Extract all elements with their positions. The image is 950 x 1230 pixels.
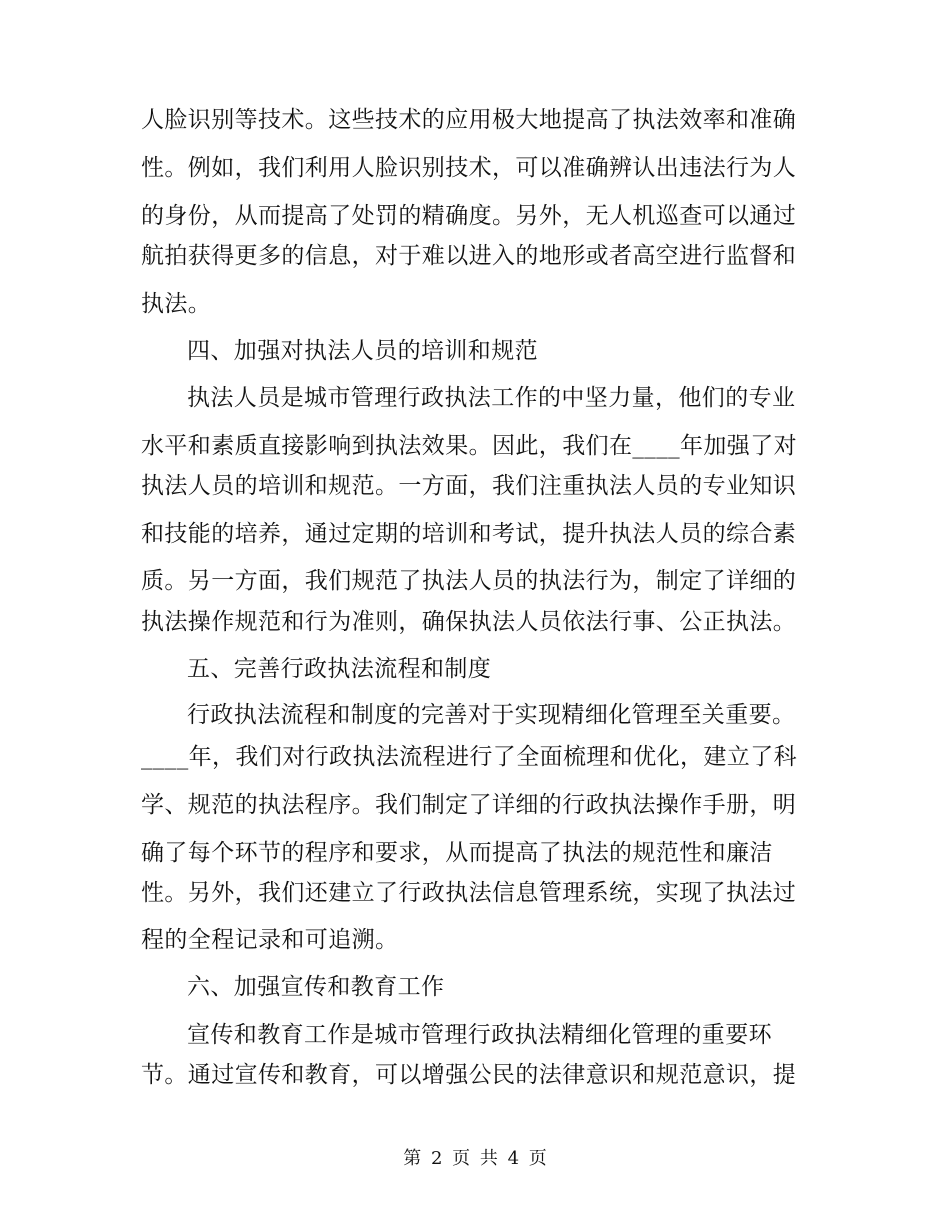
section-heading: 六、加强宣传和教育工作 xyxy=(187,974,445,1000)
text-line: 执法操作规范和行为准则，确保执法人员依法行事、公正执法。 xyxy=(141,609,797,635)
text-line: 执法人员的培训和规范。一方面，我们注重执法人员的专业知识 xyxy=(141,473,797,499)
text-line: 水平和素质直接影响到执法效果。因此，我们在____年加强了对 xyxy=(141,433,797,459)
text-line: 宣传和教育工作是城市管理行政执法精细化管理的重要环 xyxy=(187,1022,772,1048)
text-line: 节。通过宣传和教育，可以增强公民的法律意识和规范意识，提 xyxy=(141,1062,797,1088)
text-line: 程的全程记录和可追溯。 xyxy=(141,927,399,953)
text-line: 人脸识别等技术。这些技术的应用极大地提高了执法效率和准确 xyxy=(141,107,797,133)
text-line: 的身份，从而提高了处罚的精确度。另外，无人机巡查可以通过 xyxy=(141,203,797,229)
text-line: 确了每个环节的程序和要求，从而提高了执法的规范性和廉洁 xyxy=(141,840,773,866)
text-line: 质。另一方面，我们规范了执法人员的执法行为，制定了详细的 xyxy=(141,568,797,594)
text-line: 行政执法流程和制度的完善对于实现精细化管理至关重要。 xyxy=(187,702,796,728)
text-line: 性。例如，我们利用人脸识别技术，可以准确辨认出违法行为人 xyxy=(141,155,797,181)
section-heading: 四、加强对执法人员的培训和规范 xyxy=(187,338,538,364)
text-line: 航拍获得更多的信息，对于难以进入的地形或者高空进行监督和 xyxy=(141,243,797,269)
section-heading: 五、完善行政执法流程和制度 xyxy=(187,656,492,682)
text-line: ____年，我们对行政执法流程进行了全面梳理和优化，建立了科 xyxy=(141,744,797,770)
text-line: 执法人员是城市管理行政执法工作的中坚力量，他们的专业 xyxy=(187,385,796,411)
text-line: 学、规范的执法程序。我们制定了详细的行政执法操作手册，明 xyxy=(141,792,797,818)
text-line: 性。另外，我们还建立了行政执法信息管理系统，实现了执法过 xyxy=(141,880,797,906)
text-line: 和技能的培养，通过定期的培训和考试，提升执法人员的综合素 xyxy=(141,521,797,547)
text-line: 执法。 xyxy=(141,291,212,317)
page-number-footer: 第 2 页 共 4 页 xyxy=(403,1148,547,1169)
